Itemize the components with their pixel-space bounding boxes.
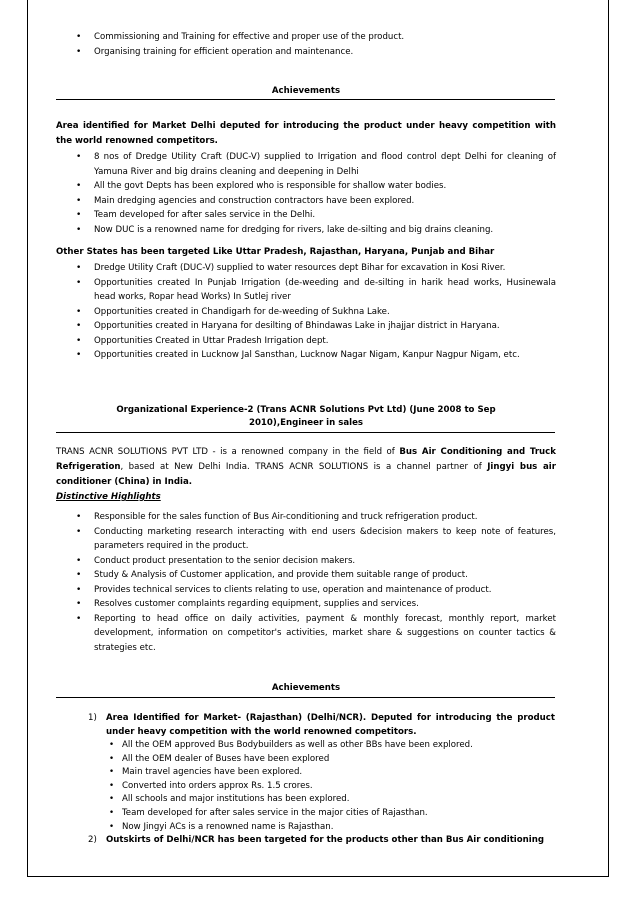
list-item: • Opportunities created in Haryana for desilting of Bhindawas Lake in jhajjar district in Haryana. bbox=[56, 319, 556, 334]
list-item: • Provides technical services to clients relating to use, operation and maintenance of product. bbox=[56, 583, 556, 598]
section-divider bbox=[56, 99, 555, 100]
list-item: • All the OEM dealer of Buses have been explored bbox=[85, 753, 555, 767]
achievements-heading: Achievements bbox=[271, 86, 341, 96]
item-text: Outskirts of Delhi/NCR has been targeted for the products other than Bus Air conditioning bbox=[106, 835, 544, 846]
achievement-lead-2: Other States has been targeted Like Uttar Pradesh, Rajasthan, Haryana, Punjab and Bihar bbox=[56, 247, 495, 257]
org-title-line2: 2010),Engineer in sales bbox=[248, 418, 364, 428]
section-divider bbox=[56, 697, 555, 698]
org-2-body bbox=[56, 445, 556, 655]
list-item: • Responsible for the sales function of Bus Air-conditioning and truck refrigeration product. bbox=[56, 510, 556, 525]
list-item: • Opportunities created In Punjab Irrigation (de-weeding and de-silting in harik head works, Husinewala head works, Ropar head Works) In Sutlej river bbox=[56, 276, 556, 305]
achievements-1-body bbox=[56, 119, 556, 363]
org-experience-title bbox=[56, 404, 556, 430]
list-item: • All schools and major institutions has been explored. bbox=[85, 793, 555, 807]
intro-text: TRANS ACNR SOLUTIONS PVT LTD - is a renowned company in the field of bbox=[56, 447, 400, 457]
top-bullet-list bbox=[56, 30, 556, 59]
section-divider bbox=[56, 432, 555, 433]
intro-bold-text: Jingyi bus air conditioner (China) in India. bbox=[56, 462, 556, 487]
company-intro bbox=[56, 445, 556, 490]
distinctive-highlights-heading: Distinctive Highlights bbox=[56, 492, 161, 502]
list-item: • Main travel agencies have been explored. bbox=[85, 766, 555, 780]
list-item: • Conduct product presentation to the senior decision makers. bbox=[56, 554, 556, 569]
numbered-item bbox=[85, 834, 555, 848]
list-item: • Opportunities created in Chandigarh for de-weeding of Sukhna Lake. bbox=[56, 305, 556, 320]
list-item: • Now Jingyi ACs is a renowned name is Rajasthan. bbox=[85, 821, 555, 835]
list-item: • Reporting to head office on daily activities, payment & monthly forecast, monthly report, market development, information on competitor's activities, market share & suggestions on counter tactics & strategies etc. bbox=[56, 612, 556, 656]
item-text: Area Identified for Market- (Rajasthan) (Delhi/NCR). Deputed for introducing the product under heavy competition with the world renowned competitors. bbox=[106, 713, 555, 737]
list-item: • Team developed for after sales service in the major cities of Rajasthan. bbox=[85, 807, 555, 821]
item-number: 1) bbox=[88, 713, 97, 723]
list-item: • All the OEM approved Bus Bodybuilders as well as other BBs have been explored. bbox=[85, 739, 555, 753]
achievements-2-body bbox=[85, 712, 555, 848]
list-item: • Study & Analysis of Customer application, and provide them suitable range of product. bbox=[56, 568, 556, 583]
list-item: • 8 nos of Dredge Utility Craft (DUC-V) supplied to Irrigation and flood control dept Delhi for cleaning of Yamuna River and big drains cleaning and deepening in Delhi bbox=[56, 150, 556, 179]
list-item: • Main dredging agencies and construction contractors have been explored. bbox=[56, 194, 556, 209]
item-number: 2) bbox=[88, 835, 97, 846]
numbered-item bbox=[85, 712, 555, 739]
achievements-heading-2: Achievements bbox=[271, 683, 341, 693]
list-item: • Opportunities created in Lucknow Jal Sansthan, Lucknow Nagar Nigam, Kanpur Nagpur Nigam, etc. bbox=[56, 348, 556, 363]
list-item: • Now DUC is a renowned name for dredging for rivers, lake de-silting and big drains cleaning. bbox=[56, 223, 556, 238]
list-item: • Conducting marketing research interacting with end users &decision makers to keep note of features, parameters required in the product. bbox=[56, 525, 556, 554]
list-item: • Opportunities Created in Uttar Pradesh Irrigation dept. bbox=[56, 334, 556, 349]
intro-bold-text: Bus Air Conditioning and Truck Refrigeration bbox=[56, 447, 556, 472]
list-item: • Team developed for after sales service in the Delhi. bbox=[56, 208, 556, 223]
list-item: • Commissioning and Training for effective and proper use of the product. bbox=[56, 30, 556, 45]
list-item: • Resolves customer complaints regarding equipment, supplies and services. bbox=[56, 597, 556, 612]
list-item: • All the govt Depts has been explored who is responsible for shallow water bodies. bbox=[56, 179, 556, 194]
list-item: • Organising training for efficient operation and maintenance. bbox=[56, 45, 556, 60]
org-title-line1: Organizational Experience-2 (Trans ACNR Solutions Pvt Ltd) (June 2008 to Sep bbox=[116, 405, 496, 415]
list-item: • Converted into orders approx Rs. 1.5 crores. bbox=[85, 780, 555, 794]
list-item: • Dredge Utility Craft (DUC-V) supplied to water resources dept Bihar for excavation in Kosi River. bbox=[56, 261, 556, 276]
intro-text: , based at New Delhi India. TRANS ACNR SOLUTIONS is a channel partner of bbox=[120, 462, 488, 472]
achievement-lead: Area identified for Market Delhi deputed for introducing the product under heavy competition with the world renowned competitors. bbox=[56, 121, 556, 146]
